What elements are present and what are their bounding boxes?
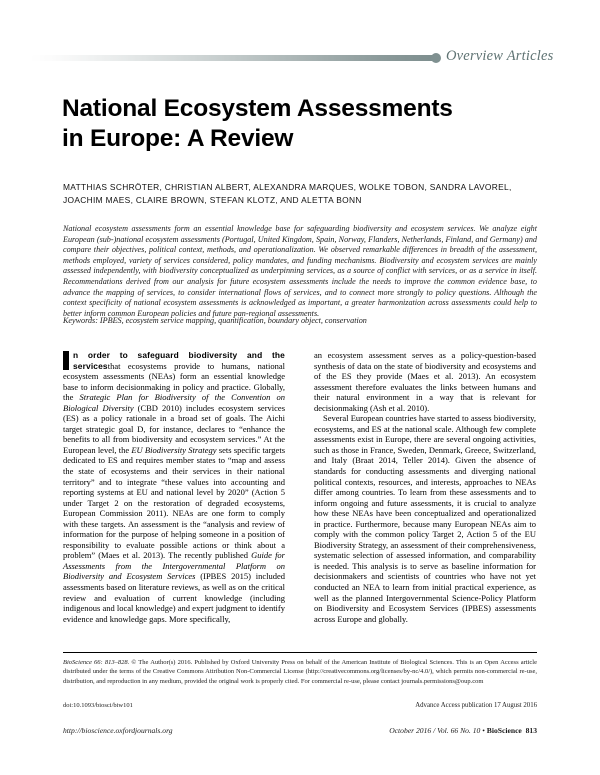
page-title — [62, 94, 532, 154]
title-line-1: National Ecosystem Assessments — [62, 95, 453, 123]
journal-citation: BioScience 66: 813–828. — [63, 659, 130, 666]
body-column-left — [63, 350, 285, 624]
paragraph-intro — [63, 350, 285, 624]
cited-work-eu-strategy: EU Biodiversity Strategy — [131, 444, 217, 455]
page-header — [0, 48, 600, 68]
footer-divider — [63, 652, 537, 653]
paragraph-european-countries: Several European countries have started to assess biodiversity, ecosystems, and ES at the national scale. Although few complete assessments exist in Europe, there are several ongoing activities, such as those in France, Sweden, Denmark, Greece, Switzerland, and Italy (Braat 2014, Teller 2014). Given the absence of standards for conducting assessments and diverging national political contexts, resources, and interests, approaches to NEAs differ among countries. To learn from these assessments and to inform ongoing and future assessments, it is crucial to analyze how these NEAs have been conceptualized and operationalized in practice. Furthermore, because many European NEAs aim to comply with the common policy Target 2, Action 5 of the EU Biodiversity Strategy, an assessment of their comprehensiveness, systematic selection of assessed information, and comparability is needed. This analysis is to serve as baseline information for decisionmakers and scientists of countries who have not yet conducted an NEA to learn from initial practical experience, as well as the planned Intergovernmental Science-Policy Platform on Biodiversity and Ecosystem Services (IPBES) assessments across Europe and globally. — [314, 413, 536, 624]
advance-access-date: Advance Access publication 17 August 2016 — [415, 702, 537, 709]
abstract-text: National ecosystem assessments form an essential knowledge base for safeguarding biodiversity and ecosystem services. We analyze eight European (sub-)national ecosystem assessments (Portugal, United Kingdom, Spain, Norway, Flanders, Netherlands, Finland, and Germany) and compare their objectives, political context, methods, and operationalization. We observed remarkable differences in breadth of the assessment, methods employed, variety of services considered, policy mandates, and funding mechanisms. Biodiversity and ecosystem services are mainly assessed independently, with biodiversity conceptualized as underpinning services, as a source of conflict with services, or as a service in itself. Recommendations derived from our analysis for future ecosystem assessments include the needs to improve the common evidence base, to advance the mapping of services, to consider international flows of services, and to connect more strongly to policy questions. Although the context specificity of national ecosystem assessments is acknowledged as important, a greater harmonization across assessments could help to better inform common European policies and future pan-regional assessments. — [63, 224, 537, 318]
author-line-2: JOACHIM MAES, CLAIRE BROWN, STEFAN KLOTZ, AND ALETTA BONN — [63, 195, 362, 206]
issue-info — [389, 726, 537, 735]
issue-date: October 2016 / Vol. 66 No. 10 — [389, 726, 481, 735]
journal-url[interactable]: http://bioscience.oxfordjournals.org — [63, 726, 173, 735]
section-label: Overview Articles — [446, 48, 554, 64]
copyright-notice — [63, 658, 537, 686]
title-line-2: in Europe: A Review — [62, 125, 294, 153]
paragraph-text: that ecosystems provide to humans, national ecosystem assessments (NEAs) form an essential knowledge base to inform decisionmaking in policy and practice. Globally, the — [63, 360, 285, 403]
page-number: 813 — [525, 726, 537, 735]
paragraph-continued: an ecosystem assessment serves as a policy-question-based synthesis of data on the state of biodiversity and ecosystems and of the ES they provide (Maes et al. 2013). An ecosystem assessment therefore evaluates the links between humans and their natural environment in a way that is relevant for decisionmaking (Ash et al. 2010). — [314, 350, 536, 413]
issue-separator: • — [480, 726, 487, 735]
cited-work-cbd: Strategic Plan for Biodiversity of the Convention on Biological Diversity — [63, 392, 286, 413]
header-gradient-rule — [30, 55, 438, 61]
doi-text: doi:10.1093/biosci/biw101 — [63, 702, 133, 709]
author-list — [63, 181, 523, 208]
paragraph-text-cont-2: sets specific targets dedicated to ES and requires member states to “map and assess the state of ecosystems and their services in their national territory” and to integrate “these values into accounting and reporting systems at EU and national level by 2020” (Action 5 under Target 2 on the restoration of degraded ecosystems, European Commission 2011). NEAs are one form to comply with these targets. An assessment is the “analysis and review of information for the purpose of helping someone in a position of responsibility to evaluate possible actions or think about a problem” (Maes et al. 2013). The recently published — [63, 444, 285, 561]
author-line-1: MATTHIAS SCHRÖTER, CHRISTIAN ALBERT, ALEXANDRA MARQUES, WOLKE TOBON, SANDRA LAVOREL, — [63, 182, 512, 192]
paragraph-text-cont-1: (CBD 2010) includes ecosystem services (ES) as a policy rationale in a broad set of goals. The Aichi target strategic goal D, for instance, declares to “enhance the benefits to all from biodiversity and ecosystem services.” At the European level, the — [63, 402, 286, 455]
body-column-right — [314, 350, 536, 624]
paragraph-text-cont-3: (IPBES 2015) included assessments based on literature reviews, as well as on the critical review and evaluation of current knowledge (including indigenous and local knowledge) and expert judgment to identify evidence and knowledge gaps. More specifically, — [63, 571, 285, 624]
keywords-line: Keywords: IPBES, ecosystem service mapping, quantification, boundary object, conservation — [63, 316, 367, 325]
journal-name: BioScience — [486, 726, 522, 735]
cited-work-ipbes-guide: Guide for Assessments from the Intergovernmental Platform on Biodiversity and Ecosystem Services — [63, 550, 285, 582]
license-text: © The Author(s) 2016. Published by Oxford University Press on behalf of the American Institute of Biological Sciences. This is an Open Access article distributed under the terms of the Creative Commons Attribution Non-Commercial License (http://creativecommons.org/licenses/by-nc/4.0/), which permits non-commercial re-use, distribution, and reproduction in any medium, provided the original work is properly cited. For commercial re-use, please contact journals.permissions@oup.com — [63, 659, 537, 685]
drop-cap-letter-i — [63, 351, 69, 370]
header-dot-icon — [431, 53, 441, 63]
lead-in-text: n order to safeguard biodiversity and the services — [73, 350, 285, 371]
